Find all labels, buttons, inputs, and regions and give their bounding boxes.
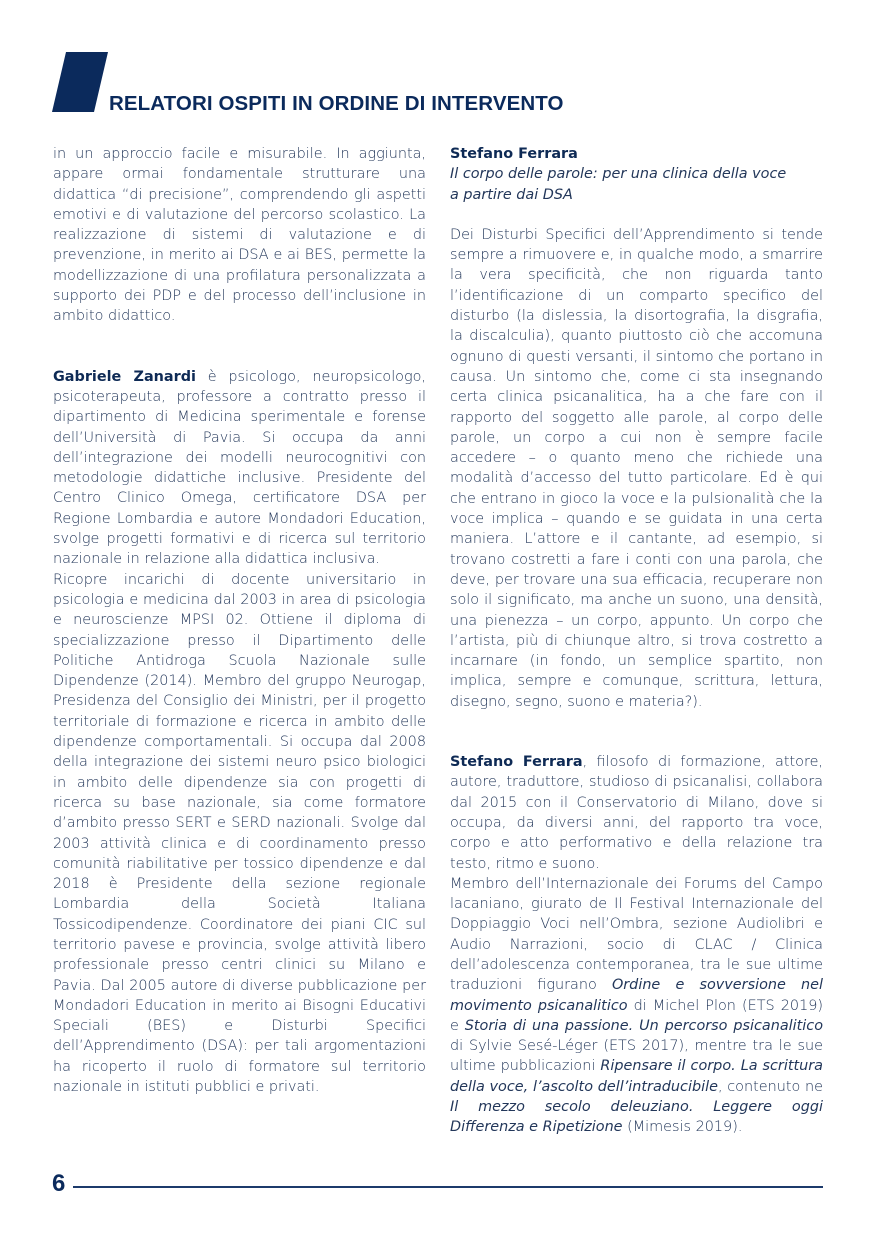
- zanardi-bio-text: è psicologo, neuropsicologo, psicoterapeuta, professore a contratto presso il dipartimento di Medicina sperimentale e forense dell’Università di Pavia. Si occupa da anni dell’integrazione dei modelli neurocognitivi con metodologie didattiche inclusive. Presidente del Centro Clinico Omega, certificatore DSA per Regione Lombardia e autore Mondadori Education, svolge progetti formativi e di ricerca sul territorio nazionale in relazione alla didattica inclusiva.: [53, 368, 427, 568]
- intro-paragraph: in un approccio facile e misurabile. In aggiunta, appare ormai fondamentale strutturare una didattica “di precisione”, comprendendo gli aspetti emotivi e di valutazione del percorso scolastico. La realizzazione di sistemi di valutazione e di prevenzione, in merito ai DSA e ai BES, permette la modellizzazione di una profilatura personalizzata a supporto dei PDP e del processo dell’inclusione in ambito didattico.: [53, 146, 426, 325]
- ferrara-bio-text-c: di Sylvie Sesé-Léger (ETS 2017), mentre tra le sue ultime pubblicazioni: [450, 1038, 823, 1075]
- talk-title-line-1: Il corpo delle parole: per una clinica della voce: [450, 166, 787, 183]
- section-title: RELATORI OSPITI IN ORDINE DI INTERVENTO: [109, 92, 564, 115]
- talk-title-line-2: a partire dai DSA: [450, 186, 573, 203]
- zanardi-bio-paragraph: [53, 367, 426, 570]
- right-column: [450, 144, 823, 1138]
- ferrara-bio-paragraph-2: [450, 874, 823, 1138]
- ferrara-work-title-1: Ordine e sovversione nel movimento psicanalitico: [450, 977, 823, 1014]
- ferrara-work-title-3: Ripensare il corpo. La scrittura della voce, l’ascolto dell’intraducibile: [450, 1058, 823, 1095]
- ferrara-work-title-2: Storia di una passione. Un percorso psicanalitico: [464, 1017, 823, 1034]
- talk-abstract: Dei Disturbi Specifici dell’Apprendimento si tende sempre a rimuovere e, in qualche modo, a smarrire la vera specificità, che non riguarda tanto l’identificazione di un comparto specifico del disturbo (la dislessia, la disortografia, la disgrafia, la discalculia), quanto piuttosto ciò che accomuna ognuno di questi versanti, il sintomo che portano in causa. Un sintomo che, come ci sta insegnando certa clinica psicanalitica, ha a che fare con il rapporto del soggetto alle parole, al corpo delle parole, un corpo a cui non è sempre facile accedere – o quanto meno che richiede una modalità d’accesso del tutto particolare. Ed è qui che entrano in gioco la voce e la pulsionalità che la voce implica – quando e se guidata in una certa maniera. L’attore e il cantante, ad esempio, si trovano costretti a fare i conti con una parola, che deve, per trovare una sua efficacia, recuperare non solo il significato, ma anche un suono, una densità, una pienezza – un corpo, appunto. Un corpo che l’artista, più di chiunque altro, si trova costretto a incarnare (in fondo, un semplice spartito, non implica, sempre e comunque, scrittura, lettura, disegno, segno, suono e materia?).: [450, 226, 823, 710]
- header-accent-shape: [52, 52, 108, 112]
- ferrara-work-title-4: Il mezzo secolo deleuziano. Leggere oggi Differenza e Ripetizione: [450, 1099, 823, 1136]
- talk-heading: [450, 144, 823, 205]
- page-number: 6: [52, 1170, 66, 1197]
- ferrara-bio-text: , filosofo di formazione, attore, autore, traduttore, studioso di psicanalisi, collabora dal 2015 con il Conservatorio di Milano, dove si occupa, da diversi anni, del rapporto tra voce, corpo e atto performativo e della relazione tra testo, ritmo e suono.: [450, 754, 823, 872]
- ferrara-bio-paragraph: [450, 752, 823, 874]
- ferrara-bio-text-b: di Michel Plon (ETS 2019) e: [450, 997, 823, 1034]
- ferrara-bio-text-a: Membro dell’Internazionale dei Forums del Campo lacaniano, giurato de Il Festival Internazionale del Doppiaggio Voci nell’Ombra, sezione Audiolibri e Audio Narrazioni, socio di CLAC / Clinica dell’adolescenza contemporanea, tra le sue ultime traduzioni figurano: [450, 875, 823, 994]
- ferrara-name: Stefano Ferrara: [450, 754, 583, 771]
- zanardi-bio-paragraph-2: Ricopre incarichi di docente universitario in psicologia e medicina dal 2003 in area di psicologia e neuroscienze MPSI 02. Ottiene il diploma di specializzazione presso il Dipartimento delle Politiche Antidroga Scuola Nazionale sulle Dipendenze (2014). Membro del gruppo Neurogap, Presidenza del Consiglio dei Ministri, per il progetto territoriale di formazione e ricerca in ambito delle dipendenze comportamentali. Si occupa dal 2008 della integrazione dei sistemi neuro psico biologici in ambito delle dipendenze sia con progetti di ricerca su base nazionale, sia come formatore d’ambito presso SERT e SERD nazionali. Svolge dal 2003 attività clinica e di coordinamento presso comunità riabilitative per tossico dipendenze e dal 2018 è Presidente della sezione regionale Lombardia della Società Italiana Tossicodipendenze. Coordinatore dei piani CIC sul territorio pavese e provincia, svolge attività libero professionale presso centri clinici su Milano e Pavia. Dal 2005 autore di diverse pubblicazione per Mondadori Education in merito ai Bisogni Educativi Speciali (BES) e Disturbi Specifici dell’Apprendimento (DSA): per tali argomentazioni ha ricoperto il ruolo di formatore sul territorio nazionale in istituti pubblici e privati.: [53, 571, 426, 1096]
- zanardi-name: Gabriele Zanardi: [53, 368, 196, 385]
- left-column: [53, 144, 426, 1097]
- footer-rule: [73, 1186, 823, 1188]
- ferrara-bio-text-e: (Mimesis 2019).: [622, 1119, 743, 1136]
- ferrara-bio-text-d: , contenuto ne: [717, 1078, 824, 1095]
- talk-speaker: Stefano Ferrara: [450, 146, 578, 162]
